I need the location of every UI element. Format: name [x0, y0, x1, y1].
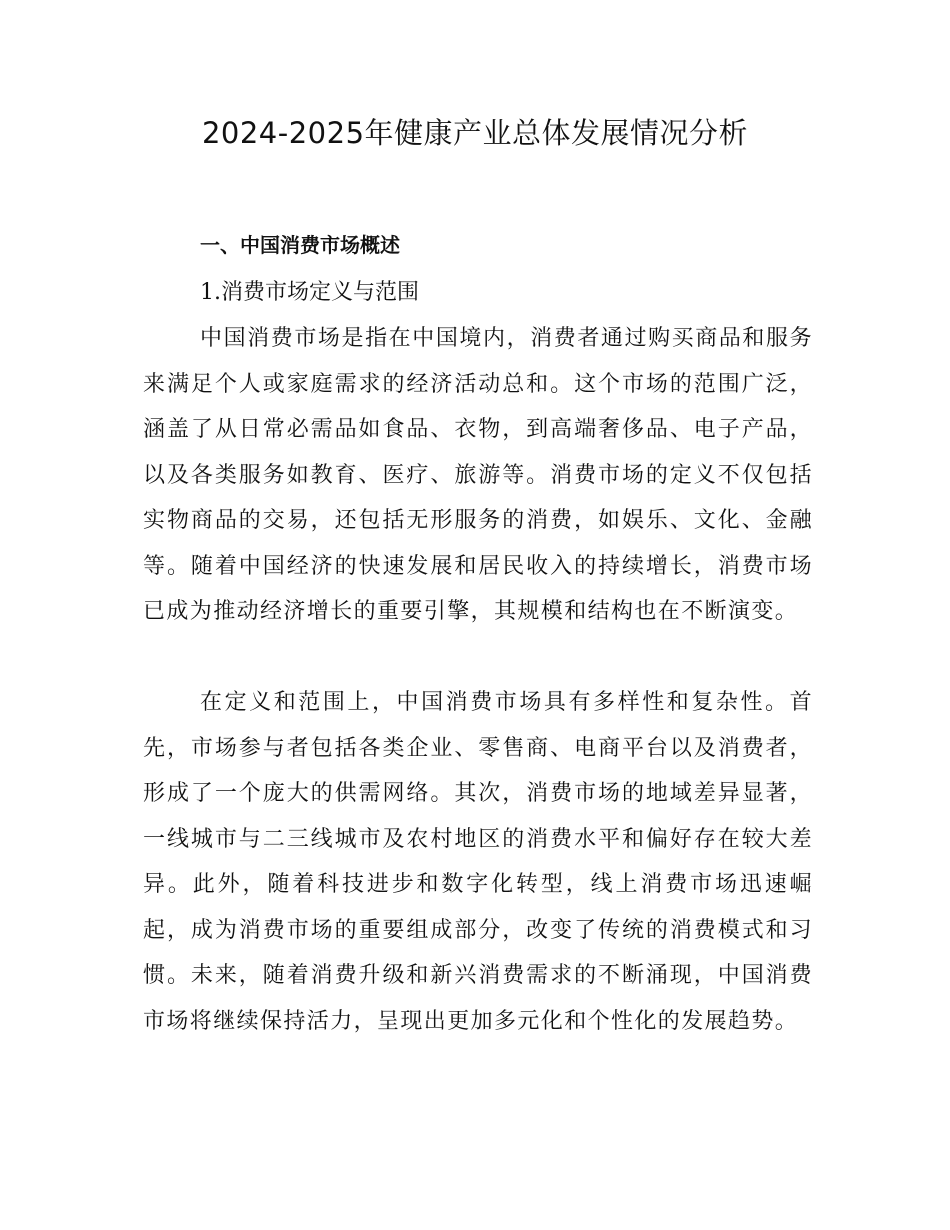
body-paragraph: 在定义和范围上，中国消费市场具有多样性和复杂性。首先，市场参与者包括各类企业、零售商、电商平台以及消费者，形成了一个庞大的供需网络。其次，消费市场的地域差异显著，一线城市与二三线城市及农村地区的消费水平和偏好存在较大差异。此外，随着科技进步和数字化转型，线上消费市场迅速崛起，成为消费市场的重要组成部分，改变了传统的消费模式和习惯。未来，随着消费升级和新兴消费需求的不断涌现，中国消费市场将继续保持活力，呈现出更加多元化和个性化的发展趋势。 — [143, 690, 813, 1034]
subsection-heading: 1.消费市场定义与范围 — [200, 280, 419, 305]
body-paragraph: 中国消费市场是指在中国境内，消费者通过购买商品和服务来满足个人或家庭需求的经济活动总和。这个市场的范围广泛，涵盖了从日常必需品如食品、衣物，到高端奢侈品、电子产品，以及各类服务如教育、医疗、旅游等。消费市场的定义不仅包括实物商品的交易，还包括无形服务的消费，如娱乐、文化、金融等。随着中国经济的快速发展和居民收入的持续增长，消费市场已成为推动经济增长的重要引擎，其规模和结构也在不断演变。 — [143, 326, 813, 624]
document-title: 2024-2025年健康产业总体发展情况分析 — [201, 116, 749, 150]
section-heading: 一、中国消费市场概述 — [200, 233, 400, 257]
